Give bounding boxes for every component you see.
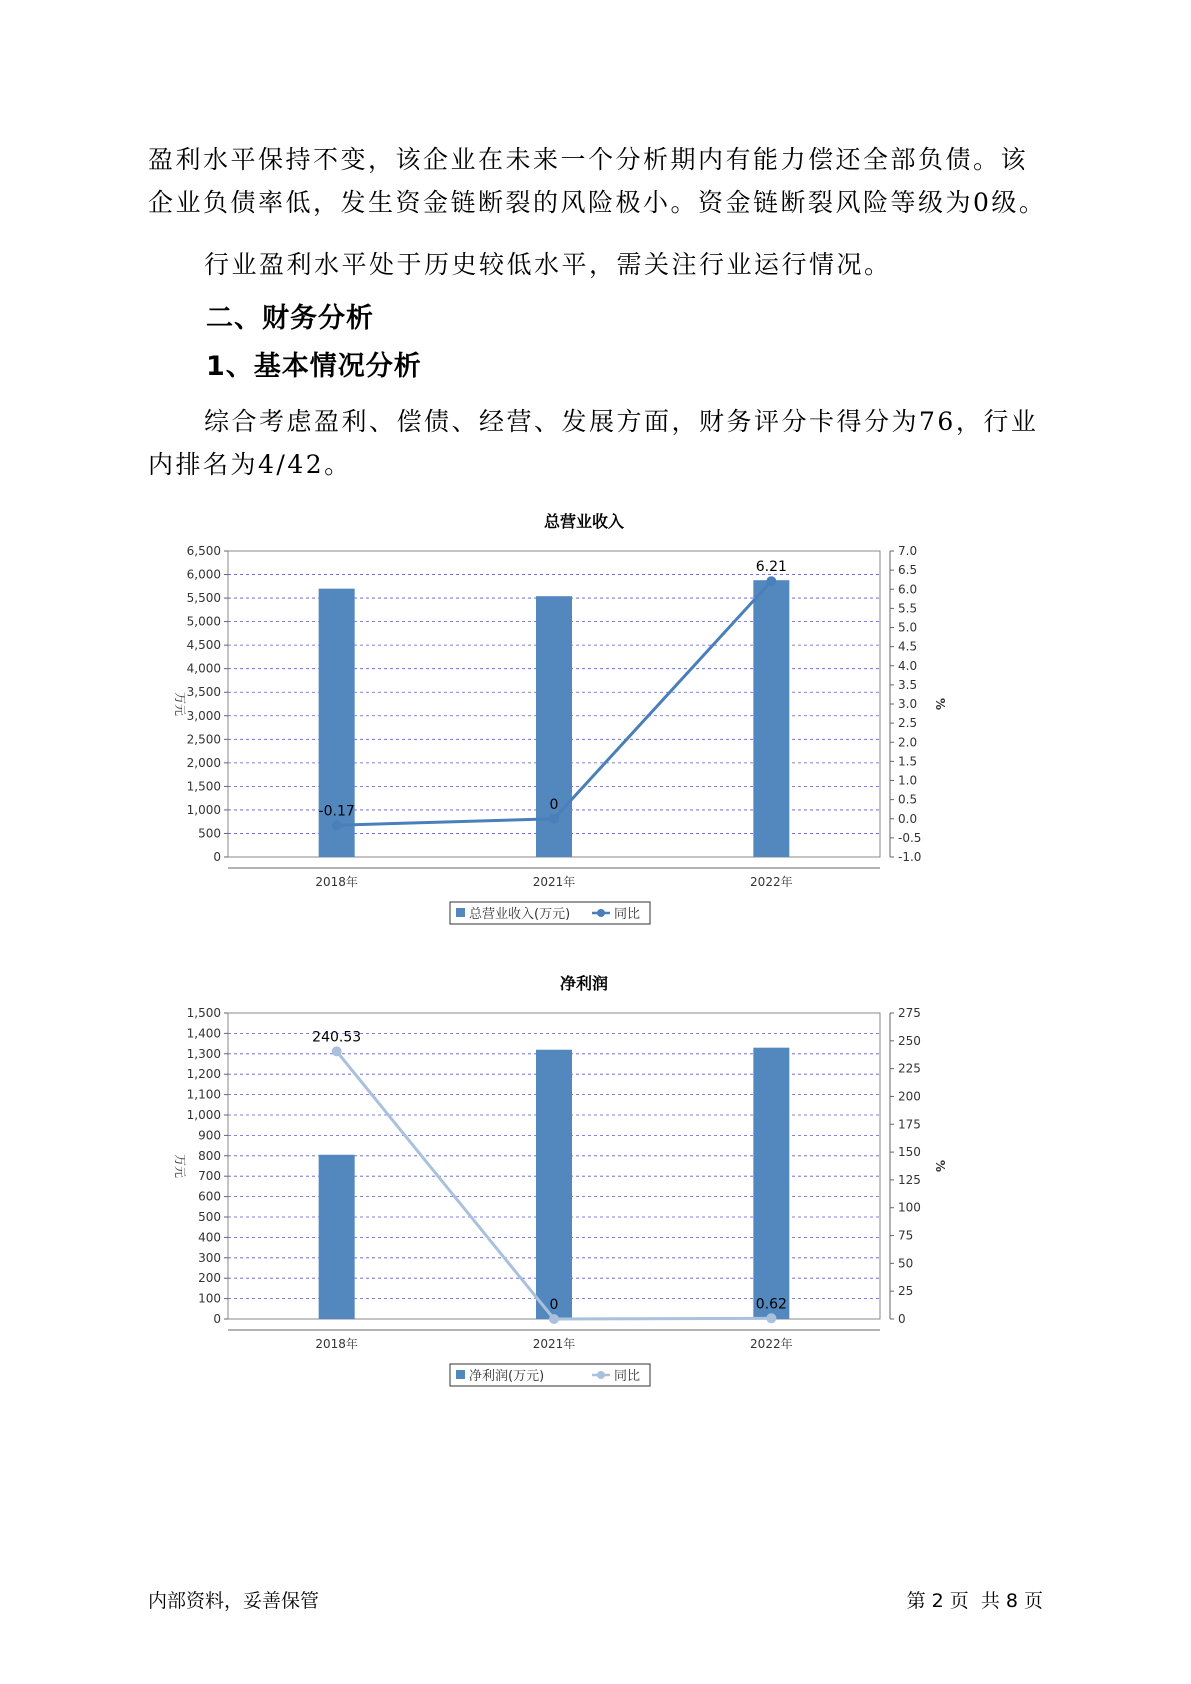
y-right-tick-label: 1.0	[898, 773, 918, 788]
y-right-axis-label: %	[933, 1159, 947, 1173]
y-tick-label: 1,000	[186, 802, 221, 817]
paragraph: 行业盈利水平处于历史较低水平，需关注行业运行情况。	[204, 250, 892, 279]
y-tick-label: 700	[198, 1169, 221, 1184]
paragraph-line: 内排名为4/42。	[148, 450, 352, 479]
data-label: 6.21	[755, 559, 787, 576]
x-tick-label: 2022年	[750, 875, 793, 889]
y-tick-label: 4,500	[186, 638, 221, 653]
data-label: -0.17	[318, 803, 355, 820]
line-point	[766, 576, 776, 586]
x-tick-label: 2018年	[315, 1337, 358, 1351]
y-tick-label: 100	[198, 1291, 221, 1306]
data-label: 0.62	[755, 1296, 787, 1313]
y-right-axis-label: %	[933, 697, 947, 711]
y-right-tick-label: 2.5	[898, 716, 918, 731]
line-point	[549, 814, 559, 824]
y-tick-label: 5,000	[186, 614, 221, 629]
y-right-tick-label: 275	[898, 1006, 921, 1020]
y-tick-label: 1,500	[186, 1006, 221, 1020]
bar	[753, 580, 789, 857]
legend-line-label: 同比	[614, 1369, 641, 1384]
revenue-chart	[170, 505, 1030, 939]
paragraph-line: 综合考虑盈利、偿债、经营、发展方面，财务评分卡得分为76，行业	[204, 407, 1039, 436]
x-tick-label: 2022年	[750, 1337, 793, 1351]
y-tick-label: 500	[198, 1210, 221, 1224]
footer-page-number: 第 2 页 共 8 页	[906, 1590, 1043, 1612]
legend-bar-swatch	[456, 1370, 465, 1379]
y-right-tick-label: 0.5	[898, 792, 918, 807]
chart-title: 总营业收入	[543, 512, 625, 531]
y-tick-label: 600	[198, 1189, 221, 1204]
y-right-tick-label: 4.0	[898, 658, 918, 673]
chart-title: 净利润	[559, 974, 609, 993]
y-right-tick-label: 4.5	[898, 639, 918, 654]
subsection-heading: 1、基本情况分析	[206, 351, 422, 382]
y-tick-label: 1,000	[186, 1108, 221, 1122]
x-tick-label: 2021年	[532, 1337, 576, 1351]
y-axis-label: 万元	[173, 691, 187, 717]
legend-bar-label: 净利润(万元)	[469, 1369, 545, 1384]
y-right-tick-label: 200	[898, 1089, 921, 1104]
section-heading: 二、财务分析	[206, 303, 374, 334]
y-tick-label: 200	[198, 1271, 221, 1286]
y-right-tick-label: 3.5	[898, 677, 918, 692]
y-right-tick-label: 1.5	[898, 754, 918, 769]
y-right-tick-label: 100	[898, 1200, 921, 1215]
revenue-chart-svg	[170, 505, 1030, 935]
data-label: 0	[549, 796, 559, 813]
bar	[319, 1155, 355, 1319]
y-tick-label: 3,000	[186, 708, 221, 723]
legend-line-marker	[597, 1371, 605, 1379]
x-tick-label: 2021年	[532, 875, 576, 889]
y-tick-label: 900	[198, 1128, 221, 1143]
y-tick-label: 1,200	[186, 1067, 221, 1082]
y-tick-label: 300	[198, 1250, 221, 1265]
y-right-tick-label: 5.0	[898, 620, 918, 635]
bar	[753, 1048, 789, 1319]
y-tick-label: 6,000	[186, 567, 221, 582]
y-right-tick-label: 225	[898, 1061, 921, 1076]
y-tick-label: 4,000	[186, 661, 221, 676]
y-right-tick-label: 125	[898, 1172, 921, 1187]
y-right-tick-label: 0	[898, 1312, 906, 1326]
paragraph-line: 盈利水平保持不变，该企业在未来一个分析期内有能力偿还全部负债。该	[148, 145, 1029, 174]
y-tick-label: 5,500	[186, 591, 221, 606]
y-tick-label: 6,500	[186, 544, 221, 558]
net-profit-chart	[170, 967, 1030, 1401]
y-right-tick-label: 250	[898, 1033, 921, 1048]
net-profit-chart-svg	[170, 967, 1030, 1397]
y-tick-label: 0	[213, 850, 221, 864]
y-right-tick-label: 2.0	[898, 735, 918, 750]
legend-line-label: 同比	[614, 907, 641, 922]
footer-confidential: 内部资料，妥善保管	[148, 1590, 320, 1612]
y-tick-label: 1,400	[186, 1026, 221, 1041]
y-right-tick-label: -1.0	[898, 850, 922, 864]
data-label: 240.53	[312, 1029, 362, 1046]
line-point	[549, 1314, 559, 1324]
y-tick-label: 3,500	[186, 685, 221, 700]
line-point	[766, 1313, 776, 1323]
bar	[536, 1050, 572, 1319]
y-right-tick-label: 3.0	[898, 697, 918, 711]
y-tick-label: 1,300	[186, 1046, 221, 1061]
y-tick-label: 1,100	[186, 1087, 221, 1102]
y-right-tick-label: 75	[898, 1228, 914, 1243]
y-right-tick-label: 175	[898, 1117, 921, 1132]
legend-bar-swatch	[456, 908, 465, 917]
y-tick-label: 400	[198, 1230, 221, 1245]
y-right-tick-label: 150	[898, 1145, 921, 1160]
legend-line-marker	[597, 909, 605, 917]
y-tick-label: 1,500	[186, 779, 221, 794]
y-tick-label: 500	[198, 826, 221, 841]
y-right-tick-label: 7.0	[898, 544, 918, 558]
y-right-tick-label: 6.5	[898, 563, 918, 578]
y-right-tick-label: 50	[898, 1256, 914, 1271]
paragraph-line: 企业负债率低，发生资金链断裂的风险极小。资金链断裂风险等级为0级。	[148, 188, 1047, 217]
y-tick-label: 2,500	[186, 732, 221, 747]
y-right-tick-label: -0.5	[898, 830, 922, 845]
line-point	[332, 1046, 342, 1056]
y-right-tick-label: 25	[898, 1284, 914, 1299]
y-right-tick-label: 6.0	[898, 582, 918, 597]
data-label: 0	[549, 1297, 559, 1313]
y-right-tick-label: 5.5	[898, 601, 918, 616]
legend-bar-label: 总营业收入(万元)	[469, 907, 571, 922]
y-tick-label: 2,000	[186, 755, 221, 770]
y-tick-label: 0	[213, 1312, 221, 1326]
y-right-tick-label: 0.0	[898, 811, 918, 826]
y-tick-label: 800	[198, 1148, 221, 1163]
x-tick-label: 2018年	[315, 875, 358, 889]
line-point	[332, 820, 342, 830]
y-axis-label: 万元	[173, 1153, 187, 1179]
